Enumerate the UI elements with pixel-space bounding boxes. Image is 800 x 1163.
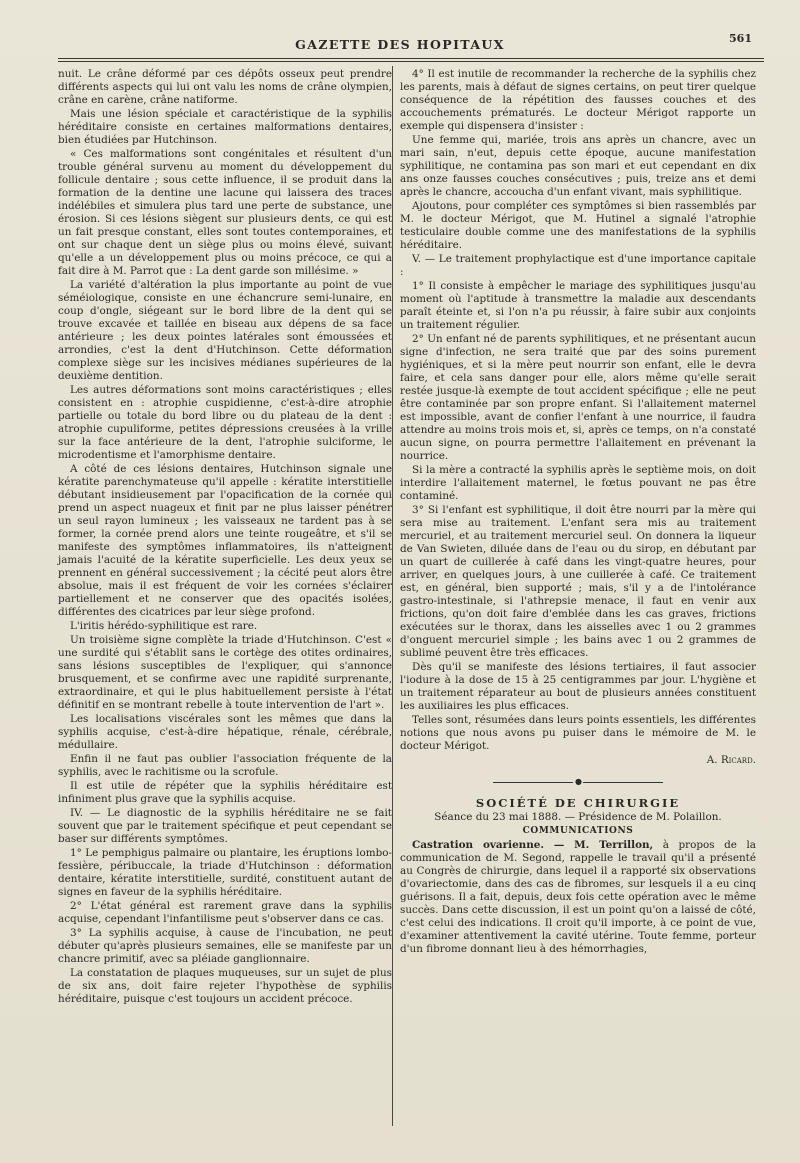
paragraph: Dès qu'il se manifeste des lésions tertiaires, il faut associer l'iodure à la dose de 15 à 25 centigrammes par jour. L'hygiène et un traitement réparateur au bout de plusieurs années constituent les auxiliaires les plus efficaces. xyxy=(400,661,756,712)
paragraph: 1° Le pemphigus palmaire ou plantaire, les éruptions lombo-fessière, péribuccale, la triade d'Hutchinson : déformation dentaire, kératite interstitielle, surdité, constituent autant de signes en faveur de la syphilis héréditaire. xyxy=(58,847,392,898)
paragraph-lead: Castration ovarienne. — M. Terrillon, xyxy=(412,839,654,851)
paragraph: 3° Si l'enfant est syphilitique, il doit être nourri par la mère qui sera mise au traitement. L'enfant sera mis au traitement mercuriel, et au traitement mercuriel seul. On donnera la liqueur de Van Swieten, diluée dans de l'eau ou du sirop, en débutant par un quart de cuillerée à café dans les vingt-quatre heures, pour arriver, en quelques jours, à une cuillerée à café. Ce traitement est, en général, bien supporté ; mais, s'il y a de l'intolérance gastro-intestinale, si l'athrepsie menace, il faut en venir aux frictions, qu'on doit faire d'emblée dans les cas graves, frictions exécutées sur le thorax, dans les aisselles avec 1 ou 2 grammes d'onguent mercuriel simple ; les bains avec 1 ou 2 grammes de sublimé peuvent être très efficaces. xyxy=(400,504,756,659)
paragraph: La constatation de plaques muqueuses, sur un sujet de plus de six ans, doit faire rejeter l'hypothèse de syphilis héréditaire, puisque c'est toujours un accident précoce. xyxy=(58,967,392,1005)
paragraph: La variété d'altération la plus importante au point de vue séméiologique, consiste en une échancrure semi-lunaire, en coup d'ongle, siégeant sur le bord libre de la dent qui se trouve excavée et taillée en biseau aux dépens de sa face antérieure ; les deux pointes latérales sont émoussées et arrondies, c'est la dent d'Hutchinson. Cette déformation complexe siège sur les incisives médianes supérieures de la deuxième dentition. xyxy=(58,279,392,382)
paragraph: Les localisations viscérales sont les mêmes que dans la syphilis acquise, c'est-à-dire hépatique, rénale, cérébrale, médullaire. xyxy=(58,713,392,751)
paragraph: IV. — Le diagnostic de la syphilis héréditaire ne se fait souvent que par le traitement spécifique et peut cependant se baser sur différents symptômes. xyxy=(58,807,392,845)
paragraph: Les autres déformations sont moins caractéristiques ; elles consistent en : atrophie cuspidienne, c'est-à-dire atrophie partielle ou totale du bord libre ou du plateau de la dent : atrophie cupuliforme, petites dépressions creusées à la vrille sur la face antérieure de la dent, l'atrophie sulciforme, le microdentisme et l'amorphisme dentaire. xyxy=(58,384,392,461)
section-ornament: ● xyxy=(400,775,756,788)
paragraph xyxy=(400,839,756,956)
column-divider xyxy=(392,66,393,1126)
paragraph: 3° La syphilis acquise, à cause de l'incubation, ne peut débuter qu'après plusieurs semaines, elle se manifeste par un chancre primitif, avec sa pléiade ganglionnaire. xyxy=(58,927,392,965)
paragraph: L'iritis hérédo-syphilitique est rare. xyxy=(70,620,258,632)
paragraph: Un troisième signe complète la triade d'Hutchinson. C'est « une surdité qui s'établit sans le cortège des otites ordinaires, sans lésions susceptibles de l'expliquer, qui s'annonce brusquement, et se confirme avec une rapidité surprenante, extraordinaire, et qui le plus habituellement persiste à l'état définitif en se montrant rebelle à toute intervention de l'art ». xyxy=(58,634,392,711)
paragraph: Enfin il ne faut pas oublier l'association fréquente de la syphilis, avec le rachitisme ou la scrofule. xyxy=(58,753,392,778)
session-line: Séance du 23 mai 1888. — Présidence de M. Polaillon. xyxy=(434,811,722,823)
paragraph: Si la mère a contracté la syphilis après le septième mois, on doit interdire l'allaitement maternel, le fœtus pouvant ne pas être contaminé. xyxy=(400,464,756,502)
paragraph: Telles sont, résumées dans leurs points essentiels, les différentes notions que nous avons pu puiser dans le mémoire de M. le docteur Mérigot. xyxy=(400,714,757,752)
paragraph: Une femme qui, mariée, trois ans après un chancre, avec un mari sain, n'eut, depuis cette époque, aucune manifestation syphilitique, ne contamina pas son mari et eut cependant en dix ans onze fausses couches consécutives ; puis, treize ans et demi après le chancre, accoucha d'un enfant vivant, mais syphilitique. xyxy=(400,134,756,198)
paragraph: Mais une lésion spéciale et caractéristique de la syphilis héréditaire consiste en certaines malformations dentaires, bien étudiées par Hutchinson. xyxy=(58,108,392,146)
paragraph: Ajoutons, pour compléter ces symptômes si bien rassemblés par M. le docteur Mérigot, que M. Hutinel a signalé l'atrophie testiculaire double comme une des manifestations de la syphilis héréditaire. xyxy=(400,200,756,251)
paragraph: Il est utile de répéter que la syphilis héréditaire est infiniment plus grave que la syphilis acquise. xyxy=(58,780,392,805)
paragraph: 2° L'état général est rarement grave dans la syphilis acquise, cependant l'infantilisme peut s'observer dans ce cas. xyxy=(58,900,392,925)
header-rule-thin xyxy=(58,61,764,62)
section-heading: SOCIÉTÉ DE CHIRURGIE xyxy=(475,796,681,810)
paragraph: 2° Un enfant né de parents syphilitiques, et ne présentant aucun signe d'infection, ne sera traité que par des soins purement hygiéniques, et si la mère peut nourrir son enfant, elle le devra faire, et cela sans danger pour elle, alors même qu'elle serait restée jusque-là exempte de tout accident spécifique ; elle ne peut être contaminée par son propre enfant. Si l'allaitement maternel est impossible, avant de confier l'enfant à une nourrice, il faudra attendre au moins trois mois et, si, après ce temps, on n'a constaté aucun signe, on pourra permettre l'allaitement en prévenant la nourrice. xyxy=(400,333,756,462)
header-rule xyxy=(58,58,764,59)
paragraph: 1° Il consiste à empêcher le mariage des syphilitiques jusqu'au moment où l'aptitude à transmettre la maladie aux descendants paraît éteinte et, si l'on n'a pu réussir, à faire subir aux conjoints un traitement régulier. xyxy=(400,280,756,331)
left-column xyxy=(58,68,392,1007)
paragraph: « Ces malformations sont congénitales et résultent d'un trouble général survenu au moment du développement du follicule dentaire ; sous cette influence, il se produit dans la formation de la dentine une lacune qui laissera des traces indélébiles et simulera plus tard une perte de substance, une érosion. Si ces lésions siègent sur plusieurs dents, ce qui est un fait presque constant, elles sont toutes contemporaines, et ont sur chaque dent un siège plus ou moins élevé, suivant qu'elle a un développement plus ou moins précoce, ce qui a fait dire à M. Parrot que : La dent garde son millésime. » xyxy=(58,148,392,277)
page-number: 561 xyxy=(729,32,752,45)
paragraph: A côté de ces lésions dentaires, Hutchinson signale une kératite parenchymateuse qu'il appelle : kératite interstitielle débutant insidieusement par l'opacification de la cornée qui prend un aspect nuageux et finit par ne plus laisser pénétrer un seul rayon lumineux ; les vaisseaux ne tardent pas à se former, la cornée prend alors une teinte rougeâtre, et s'il se manifeste des symptômes inflammatoires, ils n'atteignent jamais l'acuité de la kératite superficielle. Les deux yeux se prennent en général successivement ; la cécité peut alors être absolue, mais il est fréquent de voir les cornées s'éclairer partiellement et ne conserver que des opacités isolées, différentes des cicatrices par leur siège profond. xyxy=(58,463,392,618)
paragraph: nuit. Le crâne déformé par ces dépôts osseux peut prendre différents aspects qui lui ont valu les noms de crâne olympien, crâne en carène, crâne natiforme. xyxy=(58,68,392,106)
paragraph-body: à propos de la communication de M. Segond, rappelle le travail qu'il a présenté au Congrès de chirurgie, dans lequel il a rapporté six observations d'ovariectomie, dans des cas de fibromes, sur lesquels il a eu cinq guérisons. Il a fait, depuis, deux fois cette opération avec le même succès. Dans cette discussion, il est un point qu'on a laissé de côté, c'est celui des indications. Il croit qu'il importe, à ce point de vue, d'examiner attentivement la cavité utérine. Toute femme, porteur d'un fibrome donnant lieu à des hémorrhagies, xyxy=(400,839,756,955)
right-column xyxy=(400,68,756,957)
paragraph: 4° Il est inutile de recommander la recherche de la syphilis chez les parents, mais à défaut de signes certains, on peut tirer quelque conséquence de la répétition des fausses couches et des accouchements prématurés. Le docteur Mérigot rapporte un exemple qui dispensera d'insister : xyxy=(400,68,756,132)
author-signature: A. Ricard. xyxy=(706,754,756,766)
paragraph: V. — Le traitement prophylactique est d'une importance capitale : xyxy=(400,253,756,278)
communications-heading: COMMUNICATIONS xyxy=(522,826,634,836)
running-title: GAZETTE DES HOPITAUX xyxy=(295,37,505,52)
